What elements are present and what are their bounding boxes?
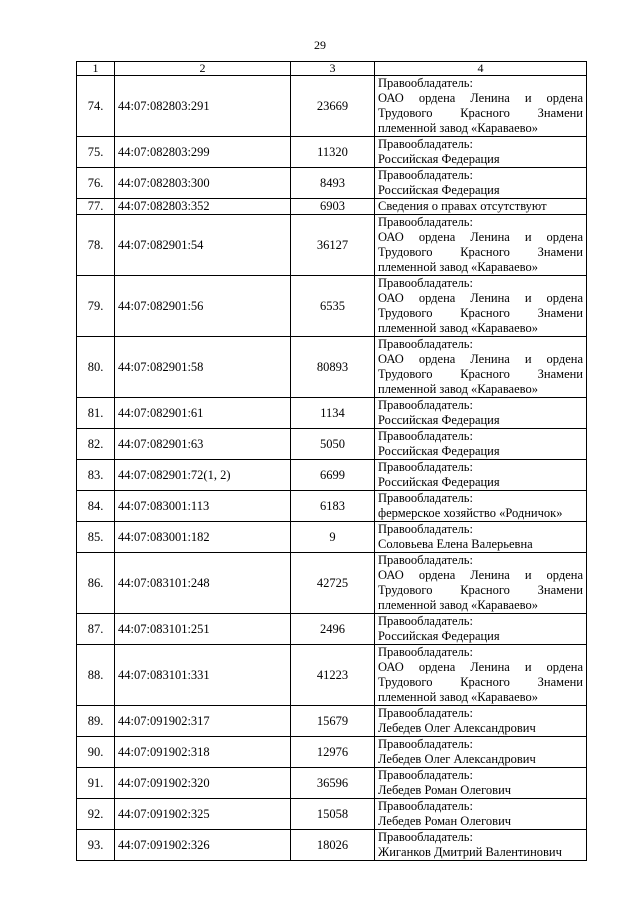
row-number-cell: 83. bbox=[77, 460, 115, 491]
rights-info-line: племенной завод «Караваево» bbox=[378, 121, 538, 135]
area-cell: 9 bbox=[291, 522, 375, 553]
column-header: 3 bbox=[291, 62, 375, 76]
row-number-cell: 86. bbox=[77, 553, 115, 614]
rights-info-line: Лебедев Олег Александрович bbox=[378, 721, 536, 735]
rights-info-line: Трудового Красного Знамени bbox=[378, 367, 583, 381]
rights-info-line: Лебедев Роман Олегович bbox=[378, 783, 512, 797]
area-cell: 12976 bbox=[291, 737, 375, 768]
rights-info-line: Лебедев Роман Олегович bbox=[378, 814, 512, 828]
rights-info-line: Правообладатель: bbox=[378, 737, 473, 751]
rights-info-line: Правообладатель: bbox=[378, 706, 473, 720]
table-row bbox=[77, 614, 587, 645]
area-cell: 41223 bbox=[291, 645, 375, 706]
row-number-cell: 82. bbox=[77, 429, 115, 460]
table-row bbox=[77, 737, 587, 768]
area-cell: 1134 bbox=[291, 398, 375, 429]
area-cell: 6699 bbox=[291, 460, 375, 491]
rights-info-cell bbox=[375, 614, 587, 645]
area-cell: 5050 bbox=[291, 429, 375, 460]
rights-info-line: Лебедев Олег Александрович bbox=[378, 752, 536, 766]
cadastral-number-cell: 44:07:082803:299 bbox=[115, 137, 291, 168]
table-row bbox=[77, 553, 587, 614]
area-cell: 6903 bbox=[291, 199, 375, 215]
rights-info-line: Правообладатель: bbox=[378, 645, 473, 659]
row-number-cell: 93. bbox=[77, 830, 115, 861]
rights-info-line: Правообладатель: bbox=[378, 768, 473, 782]
area-cell: 23669 bbox=[291, 76, 375, 137]
cadastral-number-cell: 44:07:082901:56 bbox=[115, 276, 291, 337]
page-number: 29 bbox=[314, 38, 326, 52]
cadastral-number-cell: 44:07:091902:320 bbox=[115, 768, 291, 799]
column-header: 1 bbox=[77, 62, 115, 76]
area-cell: 11320 bbox=[291, 137, 375, 168]
rights-info-cell bbox=[375, 460, 587, 491]
rights-info-cell bbox=[375, 768, 587, 799]
rights-info-line: Правообладатель: bbox=[378, 337, 473, 351]
row-number-cell: 75. bbox=[77, 137, 115, 168]
rights-info-line: ОАО ордена Ленина и ордена bbox=[378, 91, 583, 105]
rights-info-line: Жиганков Дмитрий Валентинович bbox=[378, 845, 562, 859]
rights-info-line: Трудового Красного Знамени bbox=[378, 583, 583, 597]
area-cell: 15058 bbox=[291, 799, 375, 830]
table-row bbox=[77, 491, 587, 522]
row-number-cell: 77. bbox=[77, 199, 115, 215]
row-number-cell: 85. bbox=[77, 522, 115, 553]
cadastral-number-cell: 44:07:091902:318 bbox=[115, 737, 291, 768]
cadastral-number-cell: 44:07:082901:72(1, 2) bbox=[115, 460, 291, 491]
rights-info-line: Правообладатель: bbox=[378, 553, 473, 567]
row-number-cell: 78. bbox=[77, 215, 115, 276]
rights-info-cell bbox=[375, 276, 587, 337]
row-number-cell: 88. bbox=[77, 645, 115, 706]
cadastral-number-cell: 44:07:082803:291 bbox=[115, 76, 291, 137]
row-number-cell: 89. bbox=[77, 706, 115, 737]
table-row bbox=[77, 215, 587, 276]
rights-info-cell bbox=[375, 522, 587, 553]
table-row bbox=[77, 429, 587, 460]
rights-info-line: Трудового Красного Знамени bbox=[378, 675, 583, 689]
rights-info-line: племенной завод «Караваево» bbox=[378, 260, 538, 274]
rights-info-line: Правообладатель: bbox=[378, 614, 473, 628]
rights-info-line: ОАО ордена Ленина и ордена bbox=[378, 660, 583, 674]
area-cell: 6183 bbox=[291, 491, 375, 522]
cadastral-number-cell: 44:07:083001:182 bbox=[115, 522, 291, 553]
rights-info-line: Трудового Красного Знамени bbox=[378, 245, 583, 259]
cadastral-number-cell: 44:07:082901:63 bbox=[115, 429, 291, 460]
cadastral-number-cell: 44:07:091902:326 bbox=[115, 830, 291, 861]
rights-info-line: Правообладатель: bbox=[378, 398, 473, 412]
area-cell: 36127 bbox=[291, 215, 375, 276]
row-number-cell: 87. bbox=[77, 614, 115, 645]
rights-info-line: Российская Федерация bbox=[378, 413, 500, 427]
rights-info-line: Российская Федерация bbox=[378, 152, 500, 166]
cadastral-number-cell: 44:07:082803:300 bbox=[115, 168, 291, 199]
table-row bbox=[77, 137, 587, 168]
rights-info-line: племенной завод «Караваево» bbox=[378, 690, 538, 704]
rights-info-line: Правообладатель: bbox=[378, 830, 473, 844]
area-cell: 36596 bbox=[291, 768, 375, 799]
rights-info-line: Трудового Красного Знамени bbox=[378, 306, 583, 320]
row-number-cell: 76. bbox=[77, 168, 115, 199]
rights-info-cell bbox=[375, 645, 587, 706]
rights-info-line: Сведения о правах отсутствуют bbox=[378, 199, 547, 213]
area-cell: 18026 bbox=[291, 830, 375, 861]
column-header: 2 bbox=[115, 62, 291, 76]
rights-info-line: Российская Федерация bbox=[378, 183, 500, 197]
rights-info-cell bbox=[375, 553, 587, 614]
table-row bbox=[77, 168, 587, 199]
row-number-cell: 79. bbox=[77, 276, 115, 337]
table-row bbox=[77, 706, 587, 737]
table-row bbox=[77, 799, 587, 830]
cadastral-number-cell: 44:07:091902:317 bbox=[115, 706, 291, 737]
row-number-cell: 90. bbox=[77, 737, 115, 768]
rights-info-cell bbox=[375, 199, 587, 215]
cadastral-number-cell: 44:07:082901:58 bbox=[115, 337, 291, 398]
rights-info-line: Правообладатель: bbox=[378, 76, 473, 90]
area-cell: 8493 bbox=[291, 168, 375, 199]
table-row bbox=[77, 768, 587, 799]
rights-info-line: ОАО ордена Ленина и ордена bbox=[378, 568, 583, 582]
table-row bbox=[77, 830, 587, 861]
rights-info-line: племенной завод «Караваево» bbox=[378, 321, 538, 335]
rights-info-line: фермерское хозяйство «Родничок» bbox=[378, 506, 563, 520]
row-number-cell: 91. bbox=[77, 768, 115, 799]
rights-info-line: ОАО ордена Ленина и ордена bbox=[378, 291, 583, 305]
cadastral-number-cell: 44:07:083101:248 bbox=[115, 553, 291, 614]
column-header: 4 bbox=[375, 62, 587, 76]
land-registry-table bbox=[76, 61, 587, 861]
row-number-cell: 84. bbox=[77, 491, 115, 522]
rights-info-line: племенной завод «Караваево» bbox=[378, 598, 538, 612]
rights-info-line: Правообладатель: bbox=[378, 522, 473, 536]
cadastral-number-cell: 44:07:083101:331 bbox=[115, 645, 291, 706]
rights-info-line: Правообладатель: bbox=[378, 215, 473, 229]
rights-info-cell bbox=[375, 215, 587, 276]
row-number-cell: 74. bbox=[77, 76, 115, 137]
area-cell: 42725 bbox=[291, 553, 375, 614]
table-row bbox=[77, 276, 587, 337]
rights-info-line: Правообладатель: bbox=[378, 491, 473, 505]
rights-info-cell bbox=[375, 429, 587, 460]
cadastral-number-cell: 44:07:082901:54 bbox=[115, 215, 291, 276]
table-row bbox=[77, 337, 587, 398]
rights-info-line: ОАО ордена Ленина и ордена bbox=[378, 230, 583, 244]
rights-info-cell bbox=[375, 137, 587, 168]
area-cell: 2496 bbox=[291, 614, 375, 645]
table-row bbox=[77, 645, 587, 706]
rights-info-cell bbox=[375, 706, 587, 737]
rights-info-line: Российская Федерация bbox=[378, 444, 500, 458]
rights-info-cell bbox=[375, 491, 587, 522]
rights-info-line: Российская Федерация bbox=[378, 629, 500, 643]
table-row bbox=[77, 522, 587, 553]
cadastral-number-cell: 44:07:082803:352 bbox=[115, 199, 291, 215]
area-cell: 6535 bbox=[291, 276, 375, 337]
rights-info-cell bbox=[375, 398, 587, 429]
area-cell: 15679 bbox=[291, 706, 375, 737]
rights-info-cell bbox=[375, 168, 587, 199]
cadastral-number-cell: 44:07:082901:61 bbox=[115, 398, 291, 429]
rights-info-line: племенной завод «Караваево» bbox=[378, 382, 538, 396]
area-cell: 80893 bbox=[291, 337, 375, 398]
rights-info-line: Правообладатель: bbox=[378, 168, 473, 182]
rights-info-line: Правообладатель: bbox=[378, 460, 473, 474]
table-row bbox=[77, 76, 587, 137]
rights-info-line: Соловьева Елена Валерьевна bbox=[378, 537, 533, 551]
rights-info-line: Правообладатель: bbox=[378, 429, 473, 443]
rights-info-cell bbox=[375, 737, 587, 768]
rights-info-line: Правообладатель: bbox=[378, 137, 473, 151]
table-row bbox=[77, 398, 587, 429]
rights-info-cell bbox=[375, 830, 587, 861]
rights-info-cell bbox=[375, 337, 587, 398]
rights-info-line: Правообладатель: bbox=[378, 799, 473, 813]
row-number-cell: 80. bbox=[77, 337, 115, 398]
cadastral-number-cell: 44:07:091902:325 bbox=[115, 799, 291, 830]
table-row bbox=[77, 460, 587, 491]
rights-info-line: ОАО ордена Ленина и ордена bbox=[378, 352, 583, 366]
rights-info-cell bbox=[375, 799, 587, 830]
row-number-cell: 81. bbox=[77, 398, 115, 429]
rights-info-line: Российская Федерация bbox=[378, 475, 500, 489]
table-header-row bbox=[77, 62, 587, 76]
rights-info-line: Правообладатель: bbox=[378, 276, 473, 290]
cadastral-number-cell: 44:07:083101:251 bbox=[115, 614, 291, 645]
rights-info-line: Трудового Красного Знамени bbox=[378, 106, 583, 120]
row-number-cell: 92. bbox=[77, 799, 115, 830]
table-row bbox=[77, 199, 587, 215]
cadastral-number-cell: 44:07:083001:113 bbox=[115, 491, 291, 522]
rights-info-cell bbox=[375, 76, 587, 137]
